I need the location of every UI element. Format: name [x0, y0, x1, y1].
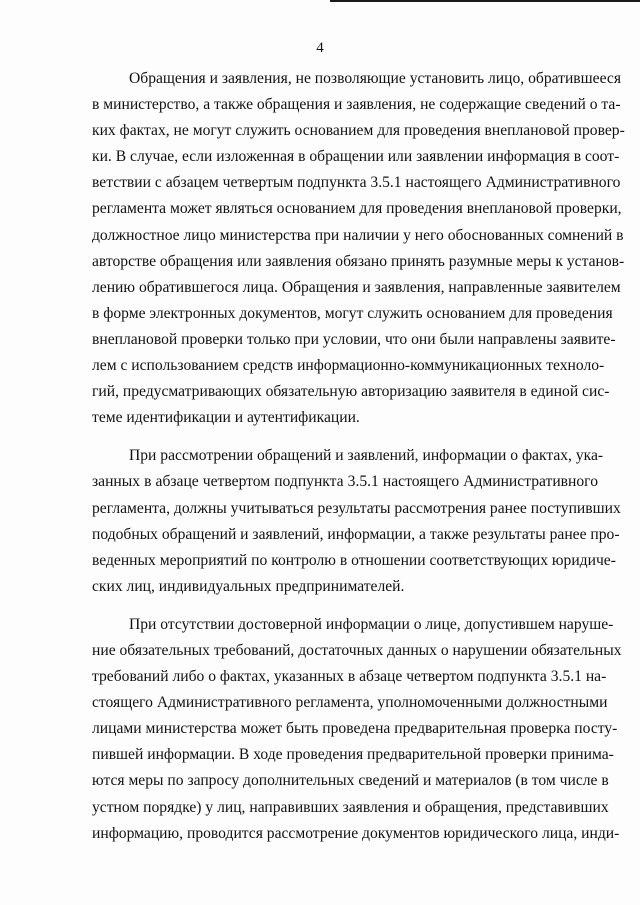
text-line: ветствии с абзацем четвертым подпункта 3.5.1 настоящего Административного — [92, 174, 621, 192]
text-line: ких фактах, не могут служить основанием для проведения внеплановой провер- — [92, 122, 625, 140]
text-line: пившей информации. В ходе проведения предварительной проверки принима- — [92, 746, 614, 764]
text-line: ки. В случае, если изложенная в обращении или заявлении информация в соот- — [92, 148, 620, 166]
paragraph-1 — [92, 66, 625, 431]
text-line: регламента, должны учитываться результаты рассмотрения ранее поступивших — [92, 499, 621, 517]
text-line: устном порядке) у лиц, направивших заявления и обращения, представивших — [92, 798, 609, 816]
text-line: в министерство, а также обращения и заявления, не содержащие сведений о та- — [92, 96, 621, 114]
text-line: веденных мероприятий по контролю в отношении соответствующих юридиче- — [92, 551, 616, 569]
document-body — [92, 66, 625, 847]
paragraph-3 — [92, 612, 622, 847]
text-line: занных в абзаце четвертом подпункта 3.5.1 настоящего Административного — [92, 473, 598, 491]
text-line: внеплановой проверки только при условии, что они были направлены заявите- — [92, 330, 616, 348]
text-line: авторстве обращения или заявления обязано принять разумные меры к установ- — [92, 252, 625, 270]
text-line: теме идентификации и аутентификации. — [92, 409, 360, 427]
text-line: регламента может являться основанием для проведения внеплановой проверки, — [92, 200, 622, 218]
text-line: подобных обращений и заявлений, информации, а также результаты ранее про- — [92, 525, 620, 543]
text-line: ются меры по запросу дополнительных сведений и материалов (в том числе в — [92, 772, 609, 790]
text-line: лению обратившегося лица. Обращения и заявления, направленные заявителем — [92, 278, 621, 296]
text-line: При отсутствии достоверной информации о лице, допустившем наруше- — [129, 615, 614, 633]
text-line: ских лиц, индивидуальных предпринимателей. — [92, 577, 405, 595]
text-line: лем с использованием средств информационно-коммуникационных техноло- — [92, 357, 605, 375]
text-line: должностное лицо министерства при наличии у него обоснованных сомнений в — [92, 226, 624, 244]
text-line: Обращения и заявления, не позволяющие установить лицо, обратившееся — [129, 70, 621, 87]
scan-top-edge-line — [330, 0, 640, 2]
text-line: стоящего Административного регламента, уполномоченными должностными — [92, 694, 608, 712]
text-line: информацию, проводится рассмотрение документов юридического лица, инди- — [92, 824, 620, 842]
text-line: требований либо о фактах, указанных в абзаце четвертом подпункта 3.5.1 на- — [92, 668, 607, 686]
paragraph-2 — [92, 443, 621, 600]
text-line: гий, предусматривающих обязательную авторизацию заявителя в единой сис- — [92, 383, 610, 401]
text-line: в форме электронных документов, могут служить основанием для проведения — [92, 304, 613, 322]
page-number: 4 — [316, 40, 324, 56]
text-line: лицами министерства может быть проведена предварительная проверка посту- — [92, 720, 618, 738]
text-line: ние обязательных требований, достаточных данных о нарушении обязательных — [92, 641, 622, 659]
text-line: При рассмотрении обращений и заявлений, информации о фактах, ука- — [129, 447, 604, 465]
